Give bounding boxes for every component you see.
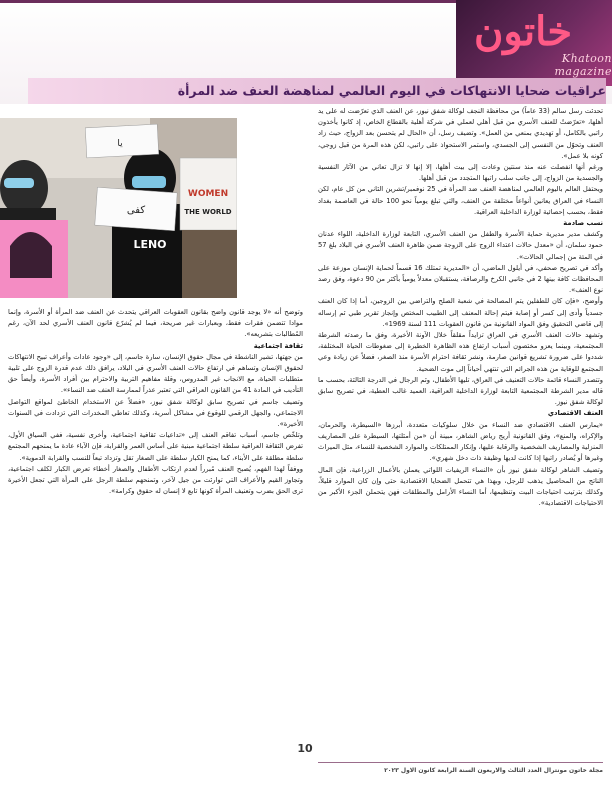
paragraph: تحدثت رسل سالم (33 عاماً) من محافظة النجف لوكالة شفق نيوز، عن العنف الذي تعرّضت له على يد أهلها، «تعرّضتُ للعنف الأسري من قبل أهلي لعملي في شركة أهلية بالقطاع الخاص، إذ كانوا يأخذون راتبي بالكامل، أو تهديدي بمنعي من العمل». وتضيف رسل، أن «الحال لم يتحسن بعد الزواج، حيث زاد العنف وتحوّل من النفسي إلى الجسدي، واستمر الاستحواذ على راتبي، لكن هذه المرة من قبل زوجي، كونه بلا عمل».	[318, 107, 603, 160]
page-number: 10	[297, 742, 313, 755]
paragraph: من جهتها، تشير الناشطة في مجال حقوق الإنسان، سارة جاسم، إلى «وجود عادات وأعراف تبيح الانتهاكات لحقوق الإنسان وتساهم في ارتفاع حالات العنف الأسري في البلاد، يرافق ذلك عدم قدرة الزوج على تلبية متطلبات الحياة، مع الانجاب غير المدروس، وقلة مفاهيم التربية والاحترام بين أفراد الأسرة، وأيضاً حق التأديب في المادة 41 من القانون العراقي التي تعتبر عذراً لممارسة العنف ضد النساء».	[8, 352, 303, 395]
logo-arabic-glyph: خاتون	[474, 8, 573, 55]
photo-banner-text: LENO	[133, 238, 167, 251]
section-heading: ثقافة اجتماعية	[253, 341, 303, 350]
paragraph: «يمارس العنف الاقتصادي ضد النساء من خلال سلوكيات متعددة، أبرزها «السيطرة، والحرمان، والإكراه، والمنع»، وفق القانونية أريج رياض الشاهر، مبينة أن «من أمثلتها، السيطرة على المصاريف المنزلية والمصاريف الشخصية والرقابة عليها، وإنكار الممتلكات والموارد الشخصية للنساء، مثل الميراث وغيرها أو يُصادر راتبها إذا كانت لديها وظيفة ذات دخل شهري».	[318, 420, 603, 463]
article-title: عراقيات ضحايا الانتهاكات في اليوم العالمي لمناهضة العنف ضد المرأة	[177, 83, 606, 98]
paragraph: ويحتفل العالم باليوم العالمي لمناهضة العنف ضد المرأة في 25 نوفمبر/تشرين الثاني من كل عام، لكن النساء في العراق يعانين أنواعاً مختلفة من العنف، والتي تبلغ يومياً نحو 100 حالة في العاصمة بغداد فقط، بحسب إحصائية لوزارة الداخلية العراقية.	[318, 185, 603, 216]
sign-right-line2: THE WORLD	[184, 208, 232, 216]
right-text-column	[318, 106, 603, 751]
title-bar	[28, 78, 606, 104]
logo-latin-text: Khatoon magazine	[554, 52, 612, 78]
section-heading: العنف الاقتصادي	[547, 409, 603, 418]
section-heading: نسب صادمة	[563, 219, 603, 228]
paragraph: وتتصدر النساء قائمة حالات التعنيف في العراق، تليها الأطفال، وثم الرجال في الدرجة الثالثة، بحسب ما قاله مدير الشرطة المجتمعية التابعة لوزارة الداخلية العراقية، العميد غالب العطية، في تصريح سابق لوكالة شفق نيوز.	[318, 375, 603, 407]
magazine-logo	[456, 0, 612, 86]
paragraph: وأكد في تصريح صحفي، في أيلول الماضي، أن «المديرية تمتلك 16 قسماً لحماية الإنسان موزعة على المحافظات كافة بينها 2 في جانبي الكرخ والرصافة، يستقبلان معدلاً يومياً بأكثر من 90 دعوة، وفق رصد نوع العنف».	[318, 263, 603, 295]
footer-divider	[318, 762, 603, 763]
paragraph: وكشف مدير مديرية حماية الأسرة والطفل من العنف الأسري، التابعة لوزارة الداخلية، اللواء عدنان حمود سلمان، أن «معدل حالات اعتداء الزوج على الزوجة ضمن ظاهرة العنف الأسري في البلاد بلغ 57 في المئة من إجمالي الحالات».	[318, 230, 603, 261]
protest-photo	[0, 118, 237, 298]
footer-issue-text: مجلة خاتون مونترال العدد الثالث والاربعون السنة الرابعة كانون الاول ٢٠٢٣	[384, 767, 603, 774]
protest-photo-illustration	[0, 118, 237, 298]
paragraph: وتوضح أنه «لا يوجد قانون واضح بقانون العقوبات العراقي يتحدث عن العنف ضد المرأة أو الأسرة، وإنما موادا تتضمن فقرات فقط، وبعبارات غير صريحة، فيما لم يُشرّع قانون العنف الأسري لحد الآن، رغم المُطالبات بتشريعه».	[8, 308, 303, 339]
header-banner	[0, 0, 612, 104]
sign-right-line1: WOMEN	[187, 189, 229, 199]
paragraph: وتلخّص جاسم، أسباب تفاقم العنف إلى «تداعيات ثقافية اجتماعية، وأخرى نفسية، ففي السياق الأول، تفرض الثقافة العراقية سلطة اجتماعية مبنية على أساس العمر والقرابة، فإن الآباء عادة ما يمنحهم المجتمع سلطة مطلقة على الأبناء، كما يمنح الكبار سلطة على الصغار تقل وتزداد تبعاً للنسب والقرابة الدموية».	[8, 431, 303, 462]
paragraph: وتشهد حالات العنف الأسري في العراق تزايداً مقلقاً خلال الآونة الأخيرة، وفق ما رصدته الشرطة المجتمعية، وبينما يعزو مختصون أسباب ارتفاع هذه الظاهرة الخطيرة إلى ضغوطات الحياة المختلفة، شددوا على ضرورة تشريع قوانين صارمة، ونشر ثقافة احترام الأسرة منذ الصغر، فضلاً عن زيادة وعي المجتمع للوقاية من هذه الجرائم التي تنتهي أحياناً إلى موت الضحية.	[318, 331, 603, 373]
paragraph: وأوضح، «فإن كان للطفلين يتم المصالحة في شعبة الصلح والتراضي بين الزوجين، أما إذا كان العنف جسدياً وأدى إلى كسر أو إصابة فيتم إحالة المعنف إلى الطبيب المختص وإنجاز تقرير طبي ثم إرساله إلى قاضي التحقيق وفق المواد القانونية من قانون العقوبات 111 لسنة 1969».	[318, 297, 603, 328]
paragraph: وتضيف الشاهر لوكالة شفق نيوز بأن «النساء الريفيات اللواتي يعملن بالأعمال الزراعية، فإن المال الناتج من المحاصيل يذهب للرجل، وبهذا هي تتحمل الضحايا الاقتصادية حتى وإن كان الموارد قليلاً، وكذلك بترتيب احتياجات البيت وتنظيمها، أما النساء الأرامل والمطلقات فهن يتحملن الجزء الأكبر من الاحتياجات الاقتصادية».	[318, 465, 603, 508]
paragraph: ورغم أنها انفصلت عنه منذ سنتين وعادت إلى بيت أهلها، إلا إنها لا تزال تعاني من الآثار النفسية والجسدية من الزواج، إلى جانب سلب راتبها المتجدد من قبل أهلها.	[318, 163, 603, 183]
sign-center-text: كفى	[126, 205, 146, 216]
paragraph: ووفقاً لهذا الفهم، يُصبح العنف مُبرراً لعدم ارتكاب الأطفال والصغار أخطاء تعرض الكبار لكلف اجتماعية، وتجاوز القيم والأعراف التي توارثت من جيل لآخر، وتمنحهم سلطة الرجل على المرأة التي تجعل الأخيرة ترى الحق بضرب وتعنيف المرأة كونها تابع لا إنسان له حقوق وكرامة».	[8, 464, 303, 496]
paragraph: وتضيف جاسم في تصريح سابق لوكالة شفق نيوز، «فضلاً عن الاستخدام الخاطئ لمواقع التواصل الاجتماعي، والجهل الرقمي للوقوع في مشاكل أسرية، وكذلك تعاطي المخدرات التي تزدادت في السنوات الأخيرة».	[8, 397, 303, 429]
left-text-column	[8, 307, 303, 752]
sign-left-text: يا	[117, 139, 123, 149]
